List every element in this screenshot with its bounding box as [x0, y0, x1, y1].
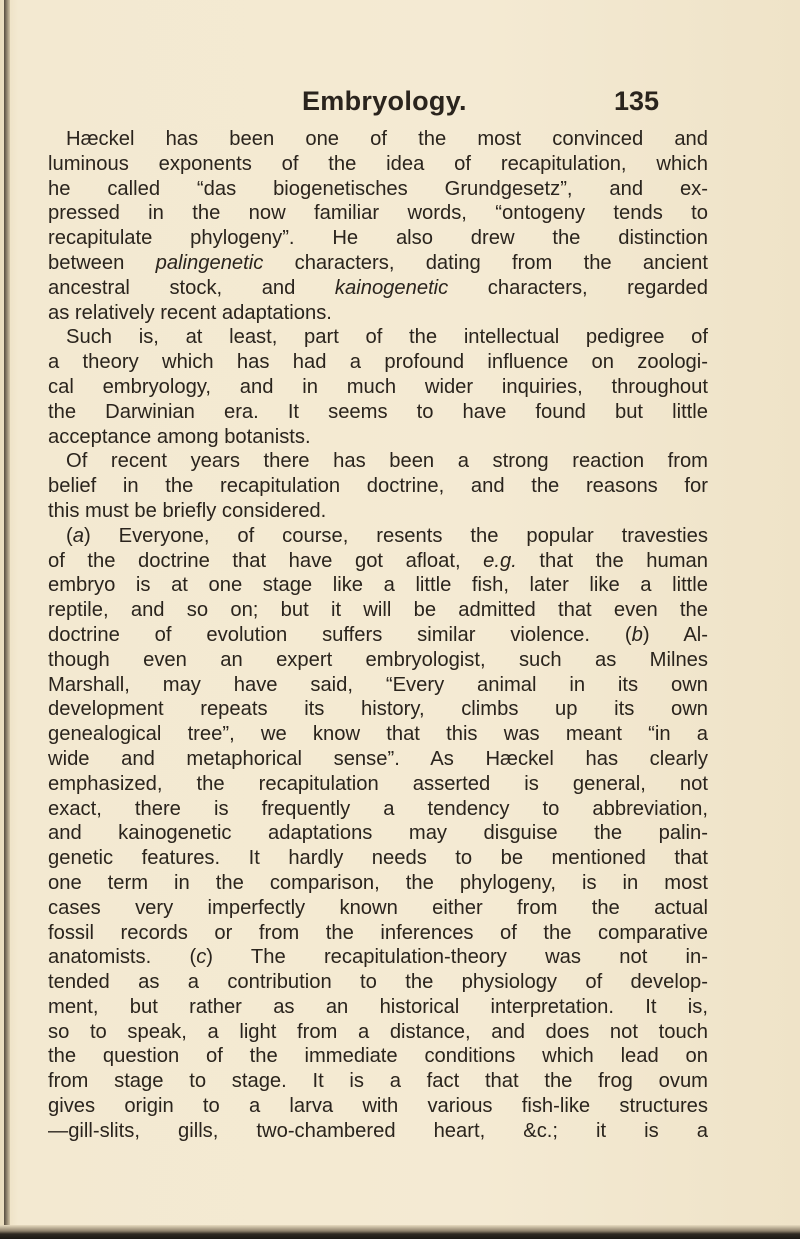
text-line: emphasized, the recapitulation asserted is general, not: [48, 772, 708, 795]
text-segment: ) Al-: [642, 623, 708, 646]
text-line: the question of the immediate conditions which lead on: [48, 1045, 708, 1068]
text-segment: anatomists. (: [48, 946, 197, 969]
text-line: Hæckel has been one of the most convinced and: [66, 128, 708, 150]
text-segment: characters, regarded: [448, 276, 708, 299]
text-line: so to speak, a light from a distance, and does not touch: [48, 1020, 708, 1043]
text-line: a theory which has had a profound influence on zoologi-: [48, 351, 708, 374]
text-line: genetic features. It hardly needs to be mentioned that: [48, 847, 708, 870]
text-line: exact, there is frequently a tendency to abbreviation,: [48, 797, 708, 820]
italic-term: kainogenetic: [334, 276, 449, 299]
text-line: ment, but rather as an historical interpretation. It is,: [48, 995, 708, 1018]
text-line: reptile, and so on; but it will be admitted that even the: [48, 599, 708, 622]
text-line: [48, 276, 708, 301]
text-line: one term in the comparison, the phylogeny, is in most: [48, 871, 708, 894]
text-line: acceptance among botanists.: [48, 425, 311, 448]
text-segment: characters, dating from the ancient: [263, 251, 709, 274]
text-line: embryo is at one stage like a little fish, later like a little: [48, 574, 708, 597]
italic-marker: c: [196, 946, 207, 969]
text-segment: (: [66, 524, 73, 547]
text-line: as relatively recent adaptations.: [48, 301, 332, 324]
text-line: tended as a contribution to the physiology of develop-: [48, 971, 708, 994]
italic-term: e.g.: [483, 549, 517, 572]
page-number: 135: [614, 86, 660, 116]
text-line: Marshall, may have said, “Every animal in its own: [48, 673, 708, 696]
text-line: recapitulate phylogeny”. He also drew the distinction: [48, 227, 708, 250]
italic-marker: a: [72, 524, 84, 547]
italic-marker: b: [631, 623, 643, 646]
text-line: and kainogenetic adaptations may disguise the palin-: [48, 822, 708, 845]
text-line: the Darwinian era. It seems to have found but little: [48, 400, 708, 423]
text-segment: ) The recapitulation-theory was not in-: [206, 946, 708, 969]
page-header: [0, 86, 800, 120]
text-segment: doctrine of evolution suffers similar violence. (: [48, 623, 632, 646]
binding-gutter: [4, 0, 10, 1239]
text-line: this must be briefly considered.: [48, 499, 327, 522]
text-line: [48, 549, 708, 574]
text-line: Such is, at least, part of the intellectual pedigree of: [66, 326, 708, 349]
text-line: gives origin to a larva with various fish-like structures: [48, 1095, 708, 1118]
text-line: [48, 945, 708, 970]
text-line: genealogical tree”, we know that this was meant “in a: [48, 723, 708, 746]
page-bottom-edge: [0, 1225, 800, 1239]
text-segment: ) Everyone, of course, resents the popular travesties: [83, 524, 708, 547]
running-title: Embryology.: [302, 86, 467, 116]
text-line: [48, 251, 708, 276]
text-line: —gill-slits, gills, two-chambered heart, &c.; it is a: [48, 1119, 708, 1142]
text-segment: ancestral stock, and: [48, 276, 335, 299]
text-line: development repeats its history, climbs up its own: [48, 698, 708, 721]
text-line: pressed in the now familiar words, “ontogeny tends to: [48, 202, 708, 225]
text-segment: that the human: [516, 549, 708, 572]
text-line: from stage to stage. It is a fact that the frog ovum: [48, 1070, 708, 1093]
italic-term: palingenetic: [155, 251, 264, 274]
text-line: luminous exponents of the idea of recapitulation, which: [48, 152, 708, 175]
text-line: [48, 524, 708, 549]
text-line: he called “das biogenetisches Grundgesetz”, and ex-: [48, 177, 708, 200]
text-line: [48, 623, 708, 648]
text-line: wide and metaphorical sense”. As Hæckel has clearly: [48, 747, 708, 770]
text-line: Of recent years there has been a strong reaction from: [66, 450, 708, 473]
text-line: cal embryology, and in much wider inquiries, throughout: [48, 375, 708, 398]
text-line: belief in the recapitulation doctrine, and the reasons for: [48, 475, 708, 498]
text-segment: of the doctrine that have got afloat,: [48, 549, 484, 572]
text-segment: between: [48, 251, 156, 274]
text-line: cases very imperfectly known either from the actual: [48, 896, 708, 919]
text-line: though even an expert embryologist, such as Milnes: [48, 648, 708, 671]
body-text: [48, 127, 708, 1144]
text-line: fossil records or from the inferences of the comparative: [48, 921, 708, 944]
